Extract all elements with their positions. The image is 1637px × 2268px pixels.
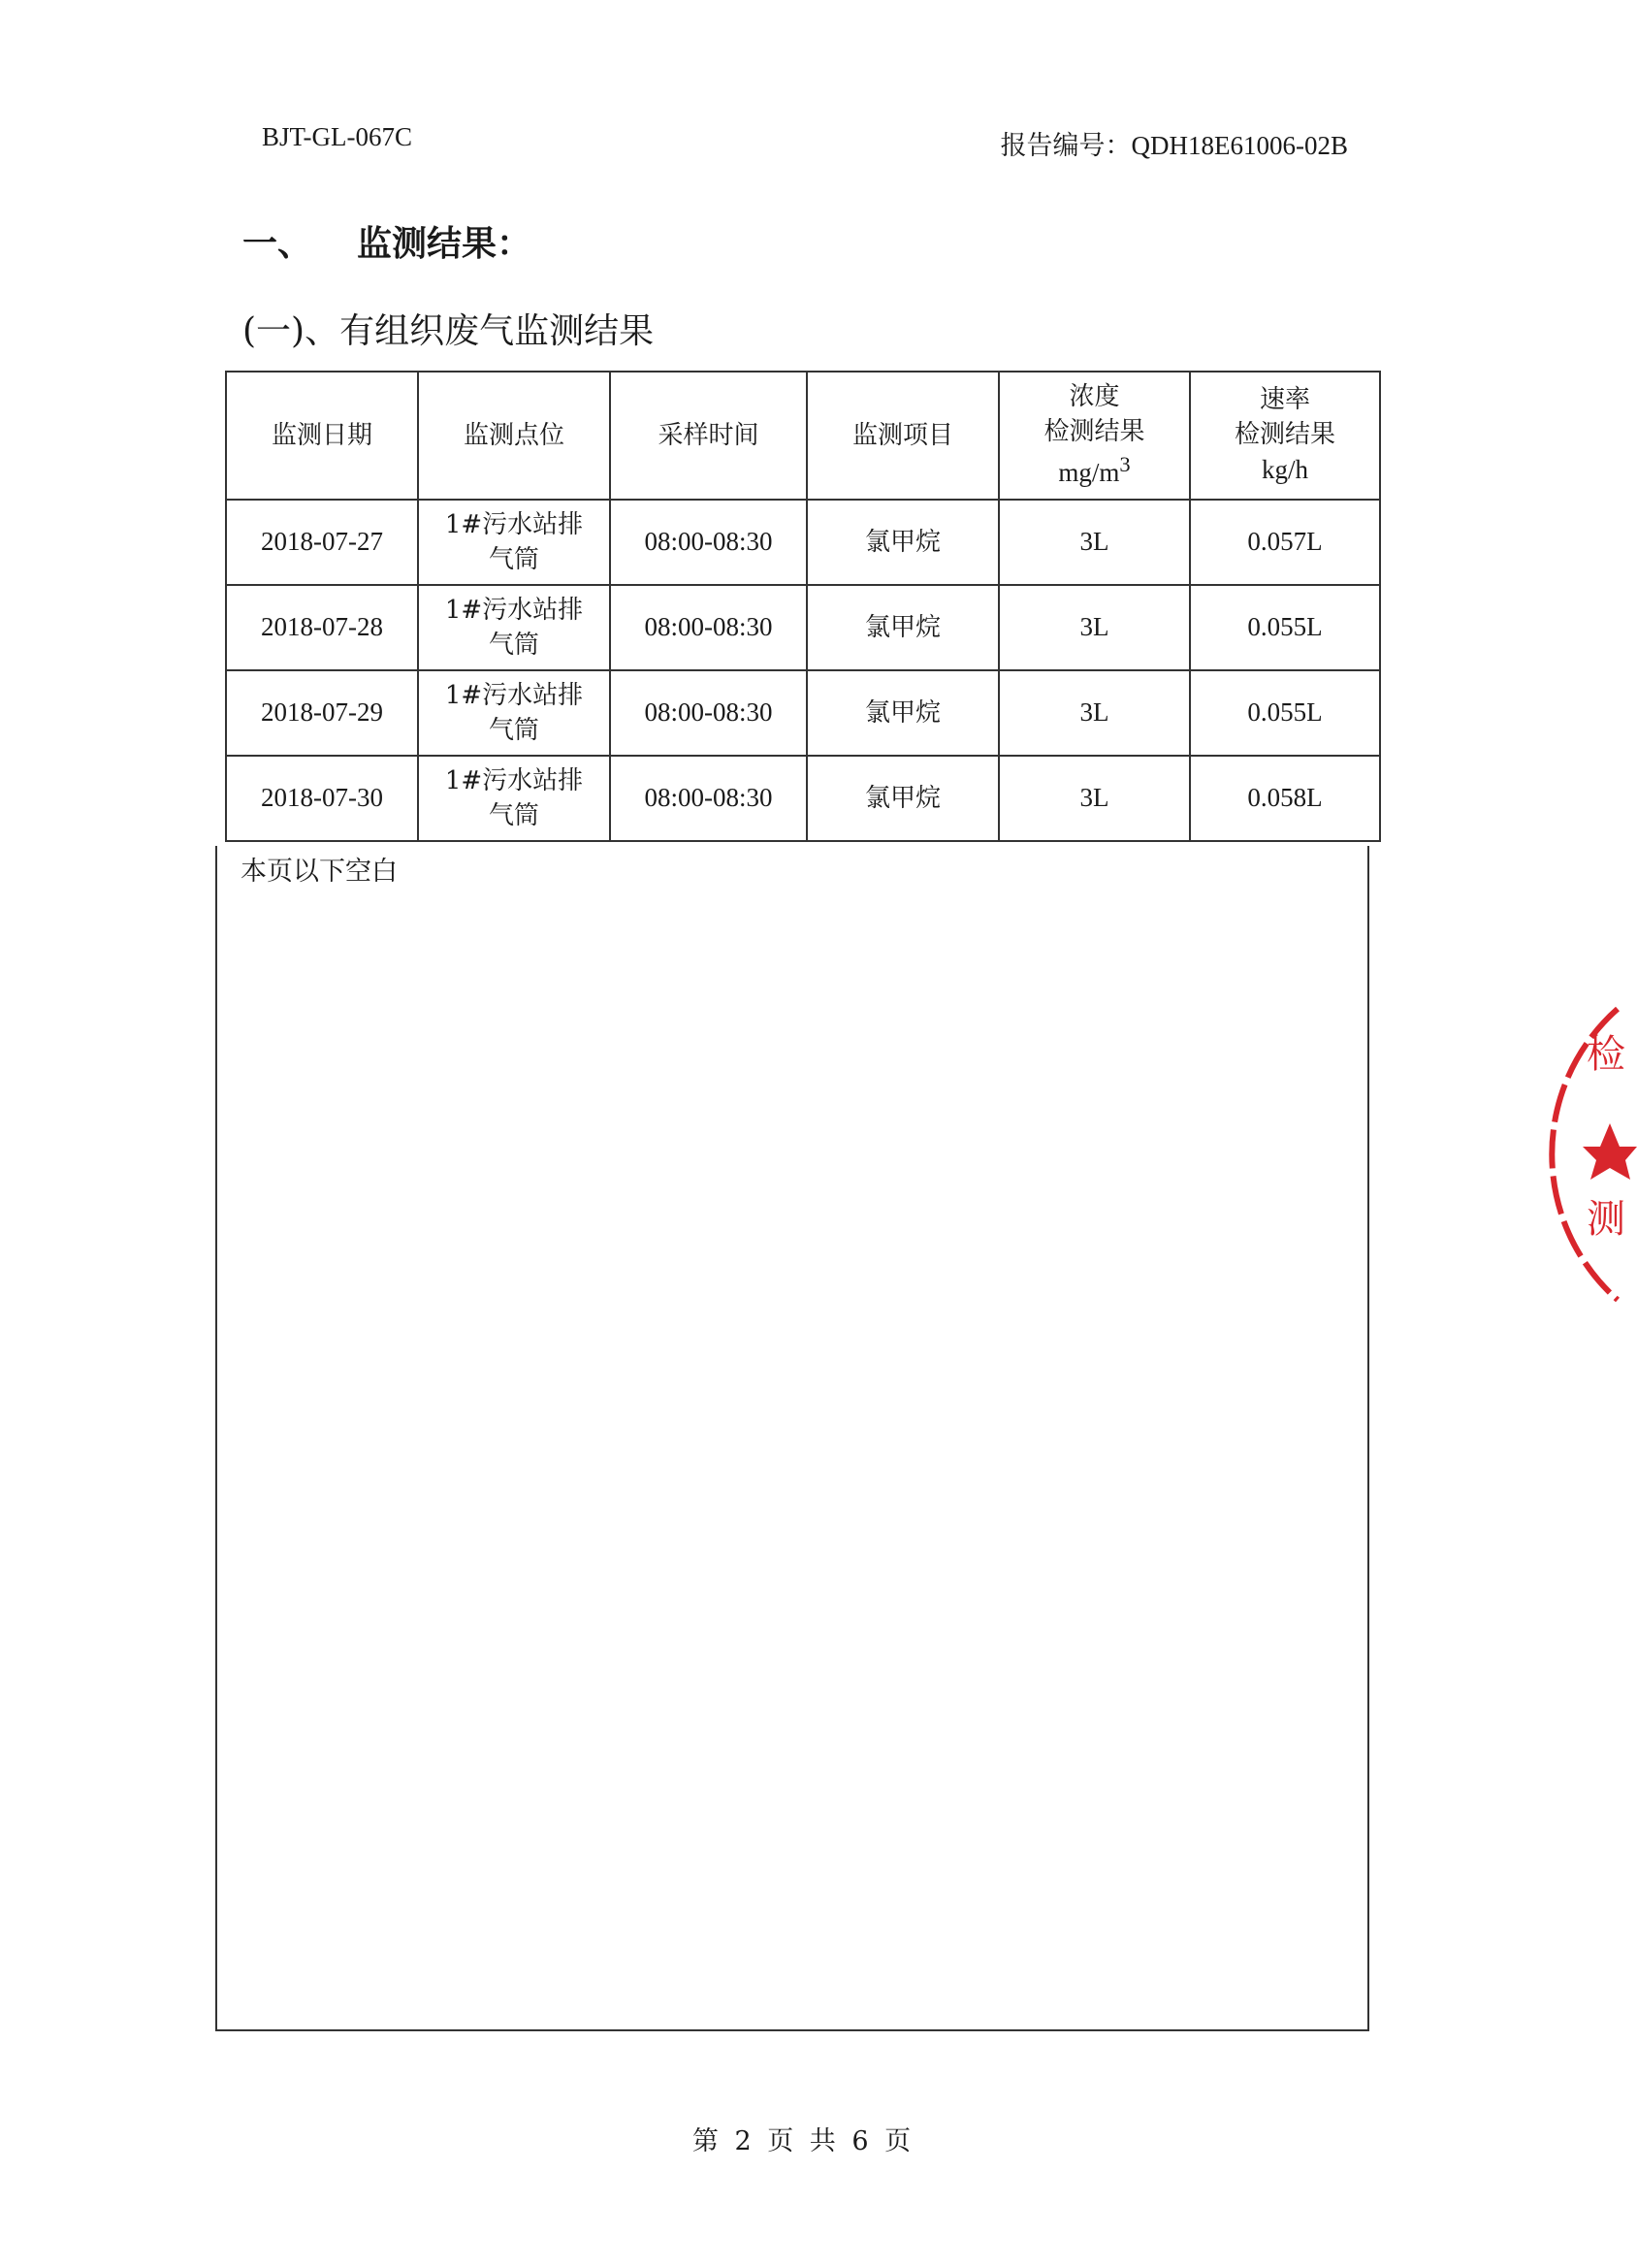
table-row [226,756,1380,841]
cell-concentration: 3L [999,670,1190,756]
cell-time: 08:00-08:30 [610,756,807,841]
cell-date: 2018-07-28 [226,585,418,670]
cell-point-line2: 气筒 [488,801,539,830]
cell-concentration: 3L [999,585,1190,670]
cell-date: 2018-07-30 [226,756,418,841]
header-point: 监测点位 [418,372,610,500]
header-conc-line1: 浓度 [1069,381,1120,411]
blank-note: 本页以下空白 [241,857,398,887]
cell-time: 08:00-08:30 [610,585,807,670]
cell-point-line2: 气筒 [488,716,539,745]
cell-point [418,500,610,585]
seal-char-top: 检 [1587,1032,1625,1077]
header-rate-unit: kg/h [1261,455,1308,485]
form-code: BJT-GL-067C [262,122,413,151]
cell-item: 氯甲烷 [807,585,999,670]
cell-item: 氯甲烷 [807,500,999,585]
blank-area [215,846,1369,2031]
seal-char-bottom: 测 [1587,1197,1625,1242]
table-row [226,500,1380,585]
cell-point-line1: 1#污水站排 [444,595,584,625]
table-row [226,670,1380,756]
cell-point-line1: 1#污水站排 [444,680,584,710]
cell-point [418,756,610,841]
cell-rate: 0.055L [1190,670,1380,756]
report-number: 报告编号：QDH18E61006-02B [1000,131,1348,160]
cell-date: 2018-07-29 [226,670,418,756]
cell-rate: 0.055L [1190,585,1380,670]
results-table [225,371,1381,842]
section-heading [242,216,531,266]
header-item: 监测项目 [807,372,999,500]
seal-stamp-fragment [1569,999,1637,1310]
header-date: 监测日期 [226,372,418,500]
cell-item: 氯甲烷 [807,670,999,756]
header-rate-line2: 检测结果 [1234,420,1335,450]
cell-point-line1: 1#污水站排 [444,509,584,539]
cell-rate: 0.057L [1190,500,1380,585]
header-rate-line1: 速率 [1259,384,1310,414]
cell-item: 氯甲烷 [807,756,999,841]
conc-unit-sup: 3 [1119,452,1131,477]
cell-date: 2018-07-27 [226,500,418,585]
cell-concentration: 3L [999,756,1190,841]
table-row [226,585,1380,670]
cell-rate: 0.058L [1190,756,1380,841]
header-conc-line2: 检测结果 [1043,417,1145,447]
cell-time: 08:00-08:30 [610,670,807,756]
cell-point-line1: 1#污水站排 [444,765,584,795]
section-title: 监测结果： [357,224,532,264]
results-table-container [225,371,1379,842]
cell-point [418,670,610,756]
header-concentration [999,372,1190,500]
cell-point-line2: 气筒 [488,631,539,660]
cell-point [418,585,610,670]
header-rate [1190,372,1380,500]
subsection-heading: (一)、有组织废气监测结果 [242,311,655,351]
cell-concentration: 3L [999,500,1190,585]
cell-point-line2: 气筒 [488,545,539,574]
table-header-row [226,372,1380,500]
header-conc-unit [1000,449,1189,492]
cell-time: 08:00-08:30 [610,500,807,585]
seal-star [1583,1123,1637,1180]
header-time: 采样时间 [610,372,807,500]
section-number: 一、 [242,224,313,264]
conc-unit-base: mg/m [1058,458,1120,488]
page-number: 第 2 页 共 6 页 [691,2126,912,2156]
